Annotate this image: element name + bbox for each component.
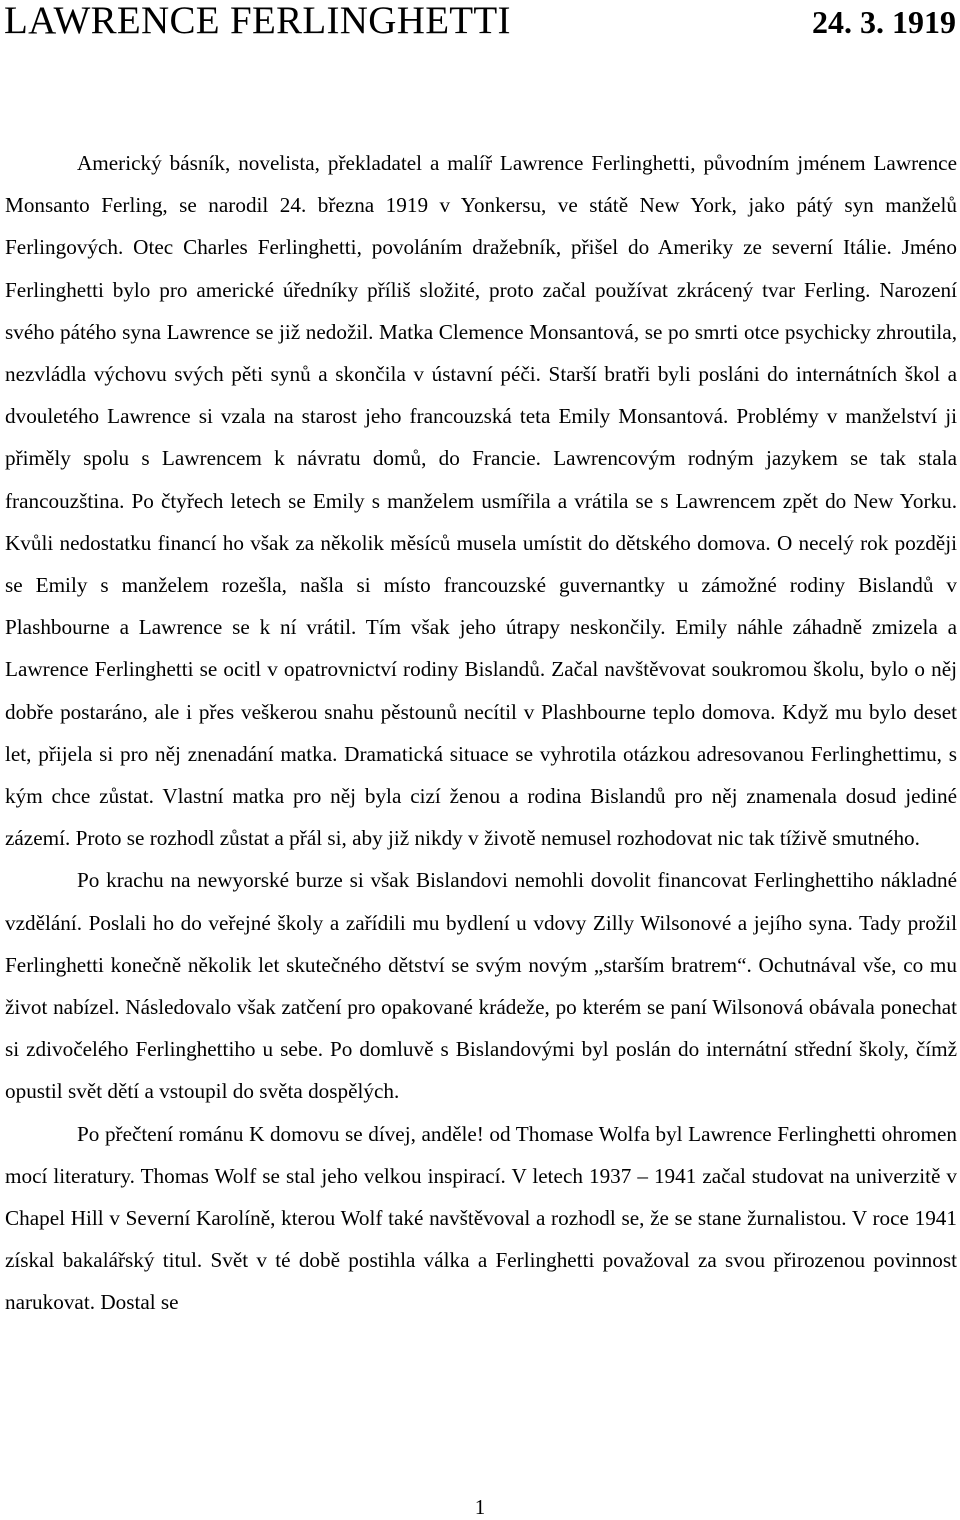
paragraph-3: Po přečtení románu K domovu se dívej, anděle! od Thomase Wolfa byl Lawrence Ferlinghetti ohromen mocí literatury. Thomas Wolf se stal jeho velkou inspirací. V letech 1937 – 1941 začal studovat na univerzitě v Chapel Hill v Severní Karolíně, kterou Wolf také navštěvoval a rozhodl se, že se stane žurnalistou. V roce 1941 získal bakalářský titul. Svět v té době postihla válka a Ferlinghetti považoval za svou přirozenou povinnost narukovat. Dostal se xyxy=(5,1121,957,1315)
header xyxy=(4,0,956,42)
page-title: LAWRENCE FERLINGHETTI xyxy=(4,0,511,42)
paragraph-1: Americký básník, novelista, překladatel a malíř Lawrence Ferlinghetti, původním jménem Lawrence Monsanto Ferling, se narodil 24. března 1919 v Yonkersu, ve státě New York, jako pátý syn manželů Ferlingových. Otec Charles Ferlinghetti, povoláním dražebník, přišel do Ameriky ze severní Itálie. Jméno Ferlinghetti bylo pro americké úředníky příliš složité, proto začal používat zkrácený tvar Ferling. Narození svého pátého syna Lawrence se již nedožil. Matka Clemence Monsantová, se po smrti otce psychicky zhroutila, nezvládla výchovu svých pěti synů a skončila v ústavní péči. Starší bratři byli posláni do internátních škol a dvouletého Lawrence si vzala na starost jeho francouzská teta Emily Monsantová. Problémy v manželství ji přiměly spolu s Lawrencem k návratu domů, do Francie. Lawrencovým rodným jazykem se tak stala francouzština. Po čtyřech letech se Emily s manželem usmířila a vrátila se s Lawrencem zpět do New Yorku. Kvůli nedostatku financí ho však za několik měsíců musela umístit do dětského domova. O necelý rok později se Emily s manželem rozešla, našla si místo francouzské guvernantky u zámožné rodiny Bislandů v Plashbourne a Lawrence se k ní vrátil. Tím však jeho útrapy neskončily. Emily náhle záhadně zmizela a Lawrence Ferlinghetti se ocitl v opatrovnictví rodiny Bislandů. Začal navštěvovat soukromou školu, bylo o něj dobře postaráno, ale i přes veškerou snahu pěstounů necítil v Plashbourne teplo domova. Když mu bylo deset let, přijela si pro něj znenadání matka. Dramatická situace se vyhrotila otázkou adresovanou Ferlinghettimu, s kým chce zůstat. Vlastní matka pro něj byla cizí ženou a rodina Bislandů pro něj znamenala dosud jediné zázemí. Proto se rozhodl zůstat a přál si, aby již nikdy v životě nemusel rozhodovat nic tak tíživě smutného. xyxy=(5,151,957,851)
birth-date: 24. 3. 1919 xyxy=(812,4,956,40)
paragraph-2: Po krachu na newyorské burze si však Bislandovi nemohli dovolit financovat Ferlinghettiho nákladné vzdělání. Poslali ho do veřejné školy a zařídili mu bydlení u vdovy Zilly Wilsonové a jejího syna. Tady prožil Ferlinghetti konečně několik let skutečného dětství se svým novým „starším bratrem“. Ochutnával vše, co mu život nabízel. Následovalo však zatčení pro opakované krádeže, po kterém se paní Wilsonová obávala ponechat si zdivočelého Ferlinghettiho u sebe. Po domluvě s Bislandovými byl poslán do internátní střední školy, čímž opustil svět dětí a vstoupil do světa dospělých. xyxy=(5,868,957,1104)
body-text xyxy=(5,142,957,1324)
page-number: 1 xyxy=(474,1495,486,1519)
